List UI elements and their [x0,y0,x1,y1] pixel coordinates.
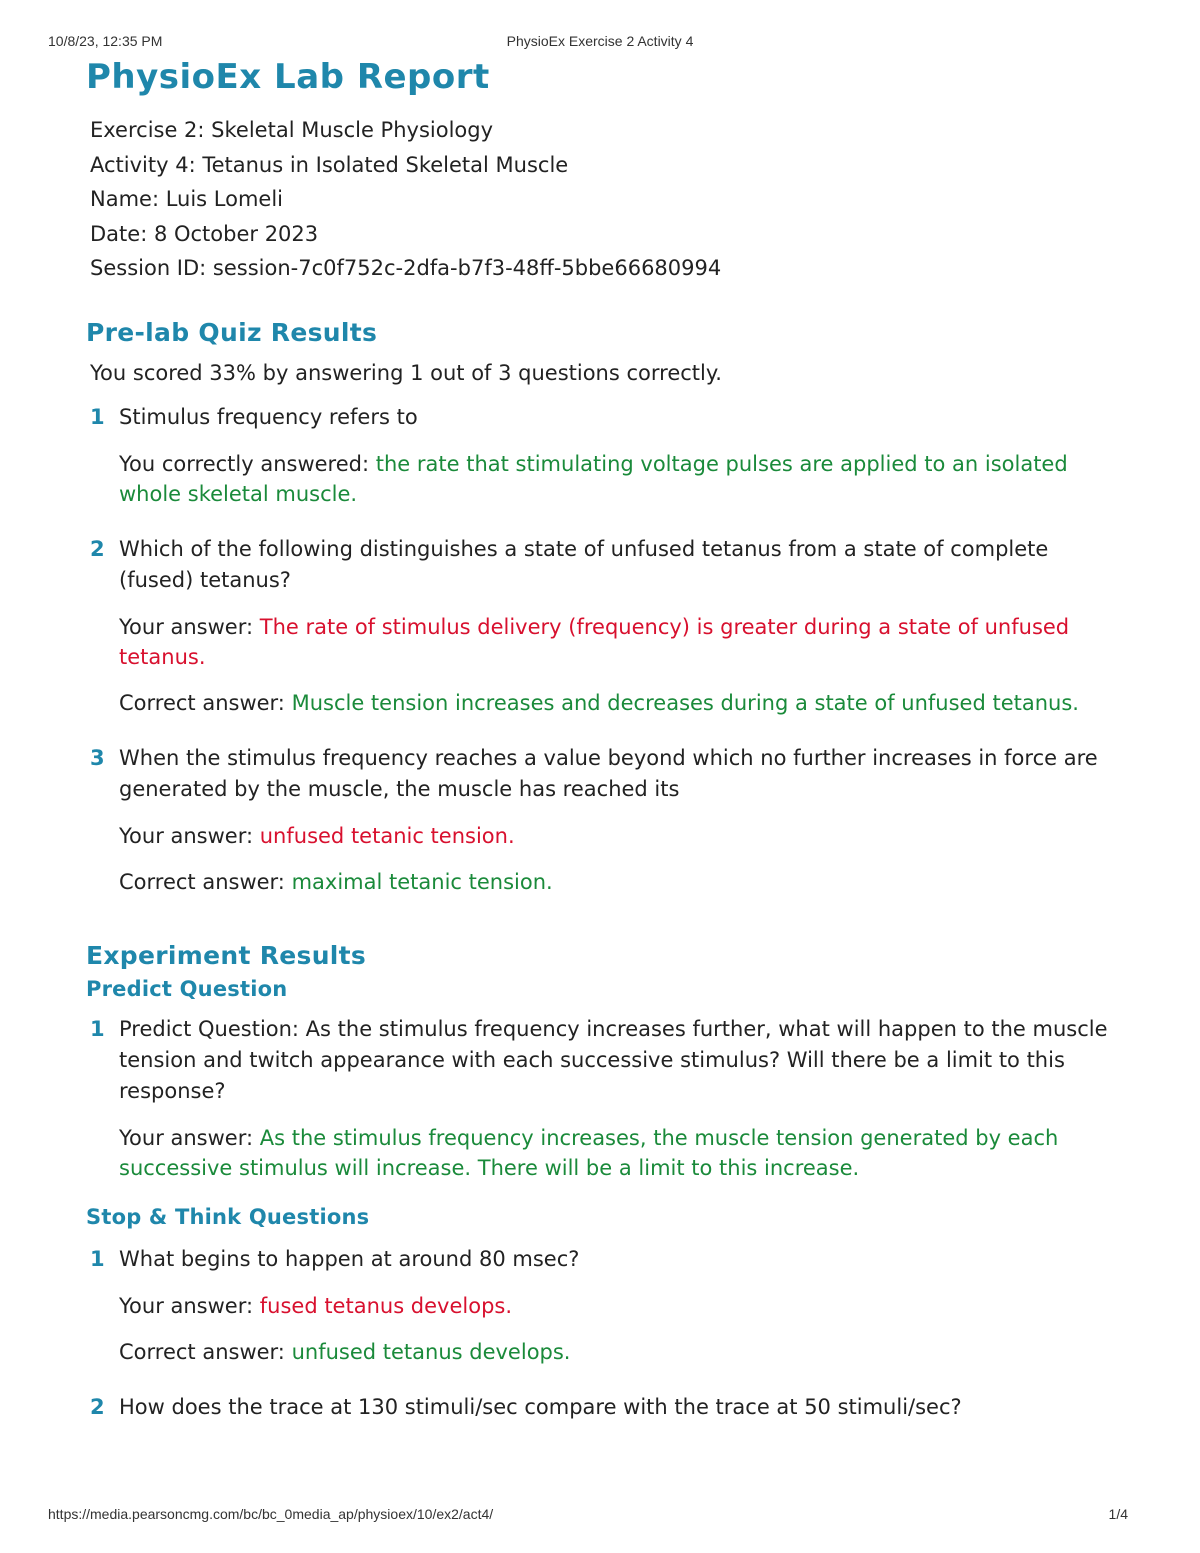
lab-report [86,55,1126,1423]
correct-label: Correct answer: [119,869,285,894]
activity-line: Activity 4: Tetanus in Isolated Skeletal Muscle [90,152,569,177]
exercise-line: Exercise 2: Skeletal Muscle Physiology [90,118,494,142]
your-answer: fused tetanus develops. [259,1293,513,1318]
stop-think-question-1 [90,1244,1126,1367]
correct-label: Correct answer: [119,690,285,715]
correct-answer: Muscle tension increases and decreases during a state of unfused tetanus. [291,690,1079,715]
correct-answer-row [119,449,1126,509]
session-line: Session ID: session-7c0f752c-2dfa-b7f3-48ff-5bbe66680994 [90,256,722,281]
correct-label: Correct answer: [119,1339,285,1364]
your-answer-label: Your answer: [119,1125,254,1150]
question-number: 1 [90,1246,105,1271]
prelab-score: You scored 33% by answering 1 out of 3 questions correctly. [90,360,722,385]
print-footer [0,1506,1200,1526]
prelab-question-2 [90,534,1126,718]
report-meta [90,113,1126,286]
your-answer: unfused tetanic tension. [259,823,515,848]
question-text: Predict Question: As the stimulus frequency increases further, what will happen to the muscle tension and twitch appearance with each successive stimulus? Will there be a limit to this response? [119,1016,1108,1103]
question-text: Stimulus frequency refers to [119,404,418,429]
question-number: 2 [90,1394,105,1419]
print-page-number: 1/4 [1108,1506,1128,1522]
your-answer-label: Your answer: [119,1293,254,1318]
correct-answer: the rate that stimulating voltage pulses are applied to an isolated whole skeletal muscle. [119,451,1068,506]
prelab-heading: Pre-lab Quiz Results [86,317,378,347]
predict-heading: Predict Question [86,976,288,1001]
question-number: 1 [90,404,105,429]
your-answer: As the stimulus frequency increases, the muscle tension generated by each successive stimulus will increase. There will be a limit to this increase. [119,1125,1059,1180]
your-answer-row [119,821,1126,851]
question-text: How does the trace at 130 stimuli/sec compare with the trace at 50 stimuli/sec? [119,1394,962,1419]
correct-answer-row [119,688,1126,718]
report-title: PhysioEx Lab Report [86,57,490,97]
your-answer-label: Your answer: [119,614,254,639]
correct-label: You correctly answered: [119,451,370,476]
print-url: https://media.pearsoncmg.com/bc/bc_0media_ap/physioex/10/ex2/act4/ [48,1506,494,1522]
question-number: 2 [90,536,105,561]
question-text: Which of the following distinguishes a state of unfused tetanus from a state of complete (fused) tetanus? [119,536,1049,592]
correct-answer-row [119,1337,1126,1367]
print-header [0,33,1200,53]
your-answer: The rate of stimulus delivery (frequency) is greater during a state of unfused tetanus. [119,614,1070,669]
question-text: When the stimulus frequency reaches a value beyond which no further increases in force are generated by the muscle, the muscle has reached its [119,745,1098,801]
question-number: 3 [90,745,105,770]
print-title: PhysioEx Exercise 2 Activity 4 [506,33,694,49]
correct-answer: unfused tetanus develops. [291,1339,571,1364]
stop-think-heading: Stop & Think Questions [86,1204,370,1229]
your-answer-row [119,1123,1126,1183]
question-number: 1 [90,1016,105,1041]
your-answer-label: Your answer: [119,823,254,848]
correct-answer-row [119,867,1126,897]
correct-answer: maximal tetanic tension. [291,869,553,894]
predict-question-1 [90,1014,1126,1183]
your-answer-row [119,1291,1126,1321]
date-line: Date: 8 October 2023 [90,221,319,246]
your-answer-row [119,612,1126,672]
name-line: Name: Luis Lomeli [90,187,284,212]
prelab-question-1 [90,402,1126,509]
prelab-question-3 [90,743,1126,897]
experiment-heading: Experiment Results [86,940,367,970]
question-text: What begins to happen at around 80 msec? [119,1246,580,1271]
stop-think-question-2 [90,1392,1126,1423]
print-date: 10/8/23, 12:35 PM [48,33,163,49]
